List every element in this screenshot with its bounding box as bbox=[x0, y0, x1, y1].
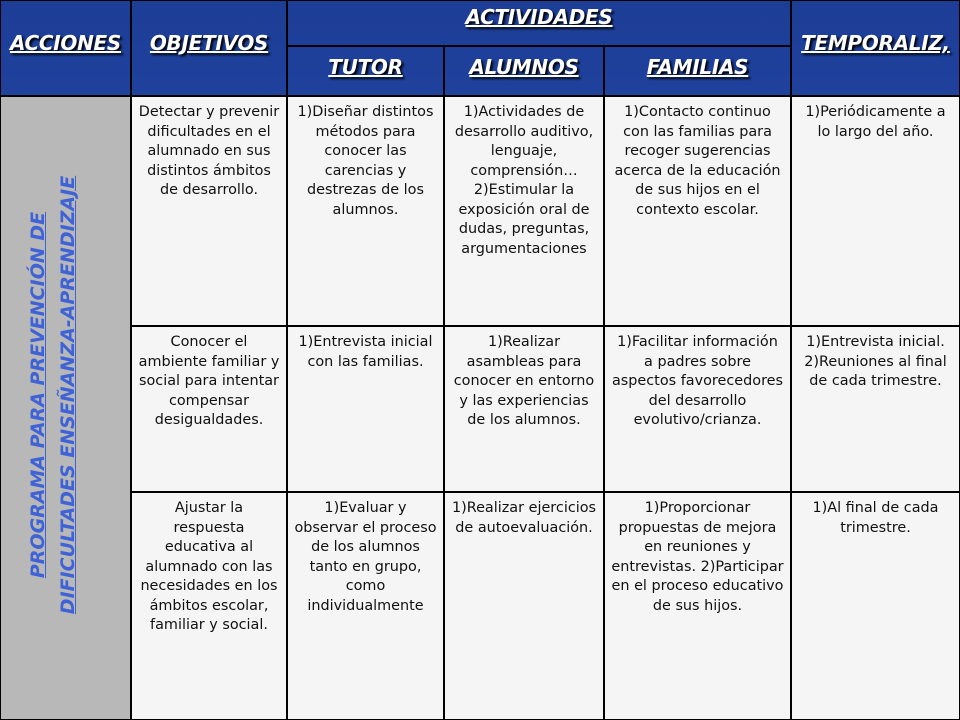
row1-temporalizacion: 1)Periódicamente a lo largo del año. bbox=[791, 96, 960, 326]
header-alumnos: ALUMNOS bbox=[444, 46, 604, 96]
row3-objetivo: Ajustar la respuesta educativa al alumnado con las necesidades en los ámbitos escolar, familiar y social. bbox=[131, 492, 287, 720]
header-temporalizacion: TEMPORALIZ, bbox=[791, 0, 960, 96]
row2-alumnos: 1)Realizar asambleas para conocer en entorno y las experiencias de los alumnos. bbox=[444, 326, 604, 492]
row2-tutor: 1)Entrevista inicial con las familias. bbox=[287, 326, 444, 492]
row2-familias: 1)Facilitar información a padres sobre aspectos favorecedores del desarrollo evolutivo/crianza. bbox=[604, 326, 791, 492]
header-actividades: ACTIVIDADES bbox=[287, 0, 791, 46]
header-tutor: TUTOR bbox=[287, 46, 444, 96]
row3-temporalizacion: 1)Al final de cada trimestre. bbox=[791, 492, 960, 720]
program-title-line1: PROGRAMA PARA PREVENCIÓN DE bbox=[27, 211, 49, 579]
row1-familias: 1)Contacto continuo con las familias para recoger sugerencias acerca de la educación de sus hijos en el contexto escolar. bbox=[604, 96, 791, 326]
row3-alumnos: 1)Realizar ejercicios de autoevaluación. bbox=[444, 492, 604, 720]
row1-alumnos: 1)Actividades de desarrollo auditivo, lenguaje, comprensión… 2)Estimular la exposición oral de dudas, preguntas, argumentaciones bbox=[444, 96, 604, 326]
program-title bbox=[23, 95, 103, 695]
header-objetivos: OBJETIVOS bbox=[131, 0, 287, 96]
program-title-line2: DIFICULTADES ENSEÑANZA-APRENDIZAJE bbox=[57, 175, 79, 615]
row1-objetivo: Detectar y prevenir dificultades en el alumnado en sus distintos ámbitos de desarrollo. bbox=[131, 96, 287, 326]
row3-tutor: 1)Evaluar y observar el proceso de los alumnos tanto en grupo, como individualmente bbox=[287, 492, 444, 720]
row2-objetivo: Conocer el ambiente familiar y social para intentar compensar desigualdades. bbox=[131, 326, 287, 492]
row1-tutor: 1)Diseñar distintos métodos para conocer las carencias y destrezas de los alumnos. bbox=[287, 96, 444, 326]
row3-familias: 1)Proporcionar propuestas de mejora en reuniones y entrevistas. 2)Participar en el proceso educativo de sus hijos. bbox=[604, 492, 791, 720]
row2-temporalizacion: 1)Entrevista inicial. 2)Reuniones al final de cada trimestre. bbox=[791, 326, 960, 492]
header-acciones: ACCIONES bbox=[0, 0, 131, 96]
header-familias: FAMILIAS bbox=[604, 46, 791, 96]
